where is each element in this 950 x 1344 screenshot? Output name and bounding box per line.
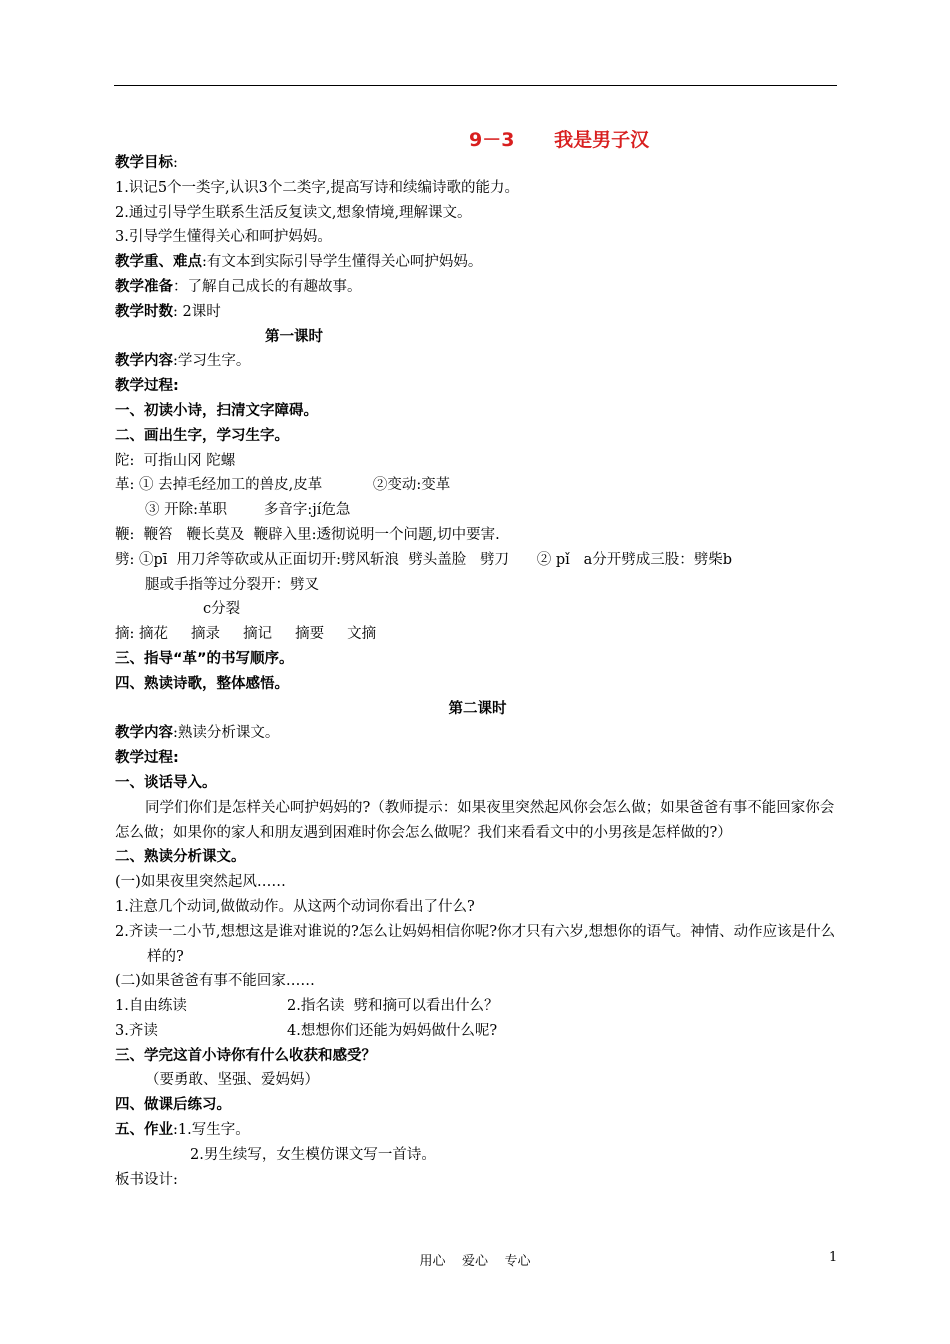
goal-2: 2.通过引导学生联系生活反复读文,想象情境,理解课文。 (115, 204, 472, 221)
char-line-2: 革: ① 去掉毛经加工的兽皮,皮革 ②变动:变革 (115, 477, 451, 494)
l2-part-a: (一)如果夜里突然起风…… (115, 874, 286, 891)
l2-part-a-2: 2.齐读一二小节,想想这是谁对谁说的?怎么让妈妈相信你呢?你才只有六岁,想想你的语气。神情、动作应该是什么样的? (115, 923, 836, 965)
l1-step-1: 一、初读小诗，扫清文字障碍。 (115, 402, 318, 419)
l1-content-line: 教学内容:学习生字。 (115, 353, 251, 370)
char-line-7: c分裂 (203, 601, 241, 618)
hours-line: 教学时数: 2课时 (115, 303, 221, 320)
l2-step-1: 一、谈话导入。 (115, 774, 217, 791)
document-body (115, 151, 840, 1192)
lesson-2-heading: 第二课时 (448, 700, 507, 717)
key-line: 教学重、难点:有文本到实际引导学生懂得关心呵护妈妈。 (115, 254, 483, 271)
homework-line: 五、作业:1.写生字。 (115, 1122, 250, 1139)
char-line-1: 陀: 可指山冈 陀螺 (115, 452, 236, 469)
l2-step-2: 二、熟读分析课文。 (115, 849, 246, 866)
header-rule (114, 85, 837, 86)
prep-line: 教学准备：了解自己成长的有趣故事。 (115, 278, 362, 295)
footer-text: 用心 爱心 专心 (419, 1254, 531, 1269)
l2-part-b: (二)如果爸爸有事不能回家…… (115, 973, 315, 990)
l1-process: 教学过程: (115, 378, 179, 395)
l2-part-a-1: 1.注意几个动词,做做动作。从这两个动词你看出了什么? (115, 898, 475, 915)
page-title: 9－3 我是男子汉 (469, 129, 650, 151)
l2-process: 教学过程: (115, 750, 179, 767)
l2-part-b-row-2: 3.齐读 4.想想你们还能为妈妈做什么呢? (115, 1022, 498, 1039)
char-line-5: 劈: ①pī 用刀斧等砍或从正面切开:劈风斩浪 劈头盖脸 劈刀 ② pǐ a分开劈成三股：劈柴b (115, 551, 732, 568)
l1-step-3: 三、指导“革”的书写顺序。 (115, 650, 294, 667)
homework-2: 2.男生续写，女生模仿课文写一首诗。 (190, 1146, 436, 1163)
l1-step-2: 二、画出生字，学习生字。 (115, 427, 289, 444)
l2-part-b-row-1: 1.自由练读 2.指名读 劈和摘可以看出什么？ (115, 998, 499, 1015)
char-line-8: 摘: 摘花 摘录 摘记 摘要 文摘 (115, 626, 377, 643)
char-line-3: ③ 开除:革职 多音字:jí危急 (145, 502, 351, 519)
board-design: 板书设计: (115, 1171, 178, 1188)
goal-heading: 教学目标 (115, 155, 173, 171)
char-line-6: 腿或手指等过分裂开：劈叉 (145, 576, 319, 593)
goal-1: 1.识记5个一类字,认识3个二类字,提高写诗和续编诗歌的能力。 (115, 179, 520, 196)
l2-step-4: 四、做课后练习。 (115, 1097, 231, 1114)
l2-step-3-text: （要勇敢、坚强、爱妈妈） (145, 1072, 319, 1089)
l2-content-line: 教学内容:熟读分析课文。 (115, 725, 280, 742)
goal-line: 教学目标: (115, 155, 178, 171)
page-number: 1 (829, 1250, 838, 1265)
l2-paragraph-1: 同学们你们是怎样关心呵护妈妈的?（教师提示：如果夜里突然起风你会怎么做；如果爸爸有事不能回家你会怎么做；如果你的家人和朋友遇到困难时你会怎么做呢？我们来看看文中的小男孩是怎样做的?） (115, 799, 835, 841)
goal-3: 3.引导学生懂得关心和呵护妈妈。 (115, 229, 332, 246)
lesson-1-heading: 第一课时 (265, 328, 323, 345)
char-line-4: 鞭: 鞭笞 鞭长莫及 鞭辟入里:透彻说明一个问题,切中要害. (115, 526, 500, 543)
l1-step-4: 四、熟读诗歌，整体感悟。 (115, 675, 289, 692)
l2-step-3: 三、学完这首小诗你有什么收获和感受？ (115, 1047, 376, 1064)
